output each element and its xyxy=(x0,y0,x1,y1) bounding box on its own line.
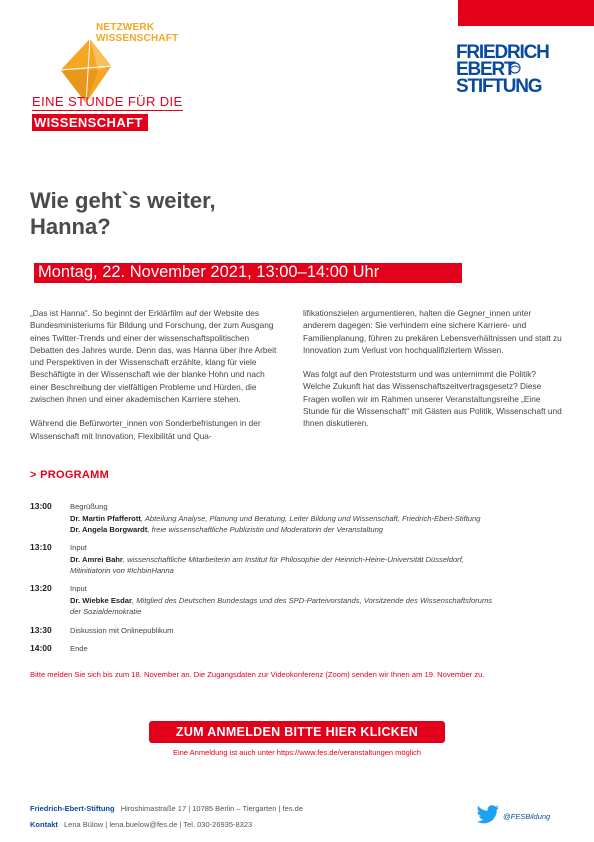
program-heading: > PROGRAMM xyxy=(30,469,110,481)
series-title-line2: WISSENSCHAFT xyxy=(32,114,148,131)
intro-column-left xyxy=(30,307,284,454)
top-red-bar xyxy=(458,0,594,26)
speaker-description: , Abteilung Analyse, Planung und Beratung, Leiter Bildung und Wissenschaft, Friedrich-Ebert-Stiftung xyxy=(140,513,481,523)
speaker-name: Dr. Wiebke Esdar xyxy=(70,595,132,605)
page-title-line2: Hanna? xyxy=(30,214,111,239)
registration-note: Bitte melden Sie sich bis zum 18. November an. Die Zugangsdaten zur Videokonferenz (Zoom) senden wir Ihnen am 19. November zu. xyxy=(30,670,485,679)
speaker-name: Dr. Amrei Bahr xyxy=(70,554,123,564)
footer-address xyxy=(30,804,303,813)
series-title-line1: EINE STUNDE FÜR DIE xyxy=(32,94,183,109)
intro-paragraph: Was folgt auf den Proteststurm und was unternimmt die Politik? Welche Zukunft hat das Wissenschaftszeitvertragsgesetz? Diese Fragen wollen wir im Rahmen unserer Veranstaltungsreihe „Eine Stunde für die Wissenschaft“ mit Gästen aus Politik, Wissenschaft und Ihnen diskutieren. xyxy=(303,369,562,429)
footer-contact xyxy=(30,820,252,829)
fes-logo-line1: FRIEDRICH xyxy=(456,42,549,63)
program-type: Begrüßung xyxy=(70,502,108,511)
speaker-description: , freie wissenschaftliche Publizistin und Moderatorin der Veranstaltung xyxy=(147,525,384,535)
program-time: 13:20 xyxy=(30,583,52,593)
register-alternative-link[interactable]: Eine Anmeldung ist auch unter https://www.fes.de/veranstaltungen möglich xyxy=(172,748,422,757)
twitter-handle[interactable]: @FESBildung xyxy=(503,812,551,821)
intro-paragraph: Während die Befürworter_innen von Sonderbefristungen in der Wissenschaft mit Innovation, Flexibilität und Qua- xyxy=(30,418,261,441)
intro-column-right xyxy=(303,307,563,442)
fes-emblem-icon xyxy=(508,62,522,74)
program-time: 14:00 xyxy=(30,643,52,653)
netzwerk-logo-line1: NETZWERK xyxy=(96,22,155,33)
fes-logo xyxy=(456,44,556,98)
footer-contact-text: Lena Bülow | lena.buelow@fes.de | Tel. 030-26935-8323 xyxy=(64,820,253,829)
program-time: 13:30 xyxy=(30,625,52,635)
twitter-bird-icon[interactable] xyxy=(476,805,500,825)
footer-contact-label: Kontakt xyxy=(30,820,58,829)
speaker-description: Mitinitiatorin von #IchbinHanna xyxy=(70,566,174,576)
intro-paragraph: „Das ist Hanna“. So beginnt der Erklärfilm auf der Website des Bundesministeriums für Bildung und Forschung, der zum Ausgang eines Twitter-Trends und einer der wissenschaftspolitischen Debatten des Jahres wurde. Denn das, was Hanna über ihre Arbeit und Perspektiven in der Wissenschaft erzählte, klang für viele Beschäftigte in der Wissenschaft wie der blanke Hohn und nach einer Beschreibung der vielfältigen Probleme und Hürden, die zwischen ihnen und einer akademischen Karriere stehen. xyxy=(30,308,277,405)
intro-paragraph: lifikationszielen argumentieren, halten die Gegner_innen unter anderem dagegen: Sie verhindern eine sichere Karriere- und Familienplanung, führen zu prekären Lebensverhältnissen und statt zu Innovation zum Verlust von hochqualifiziertem Wissen. xyxy=(303,308,562,355)
date-banner-text: Montag, 22. November 2021, 13:00–14:00 Uhr xyxy=(38,263,380,281)
speaker-name: Dr. Martin Pfafferott xyxy=(70,513,141,523)
page-title-line1: Wie geht`s weiter, xyxy=(30,188,216,213)
speaker-description: , Mitglied des Deutschen Bundestags und des SPD-Parteivorstands, Vorsitzende des Wissenschaftsforums xyxy=(131,595,493,605)
register-button[interactable]: ZUM ANMELDEN BITTE HIER KLICKEN xyxy=(149,721,445,743)
program-type: Input xyxy=(70,584,87,593)
program-type: Diskussion mit Onlinepublikum xyxy=(70,626,174,635)
footer-org: Friedrich-Ebert-Stiftung xyxy=(30,804,115,813)
fes-logo-line3: STIFTUNG xyxy=(456,76,542,97)
speaker-name: Dr. Angela Borgwardt xyxy=(70,525,148,535)
netzwerk-logo-line2: WISSENSCHAFT xyxy=(96,33,179,44)
program-time: 13:10 xyxy=(30,542,52,552)
program-type: Ende xyxy=(70,644,88,653)
netzwerk-logo-text xyxy=(96,22,178,44)
speaker-description: , wissenschaftliche Mitarbeiterin am Institut für Philosophie der Heinrich-Heine-Universität Düsseldorf, xyxy=(122,554,464,564)
program-type: Input xyxy=(70,543,87,552)
page-title xyxy=(30,188,216,240)
footer-address-text: Hiroshimastraße 17 | 10785 Berlin – Tiergarten | fes.de xyxy=(120,804,304,813)
program-time: 13:00 xyxy=(30,501,52,511)
fes-logo-line2: EBERT xyxy=(456,59,515,80)
speaker-description: der Sozialdemokratie xyxy=(70,607,142,617)
